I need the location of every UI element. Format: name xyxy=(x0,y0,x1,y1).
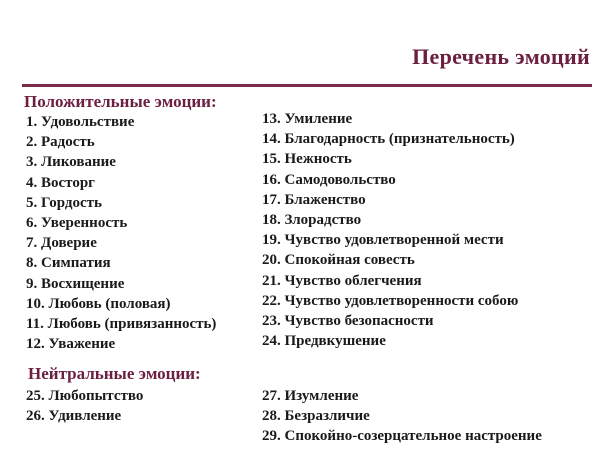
positive-heading: Положительные эмоции: xyxy=(24,92,217,111)
title-divider xyxy=(22,84,592,87)
list-item: 19. Чувство удовлетворенной мести xyxy=(262,232,504,249)
list-item: 17. Блаженство xyxy=(262,191,366,208)
list-item: 25. Любопытство xyxy=(26,388,144,404)
list-item: 8. Симпатия xyxy=(26,255,111,272)
list-item: 15. Нежность xyxy=(262,151,352,168)
list-item: 24. Предвкушение xyxy=(262,333,386,350)
list-item: 28. Безразличие xyxy=(262,408,370,425)
list-item: 12. Уважение xyxy=(26,336,116,353)
list-item: 11. Любовь (привязанность) xyxy=(26,315,217,332)
list-item: 23. Чувство безопасности xyxy=(262,312,434,329)
positive-list-left xyxy=(26,112,216,354)
list-item: 7. Доверие xyxy=(26,235,97,252)
list-item: 18. Злорадство xyxy=(262,211,362,228)
list-item: 29. Спокойно-созерцательное настроение xyxy=(262,428,542,445)
list-item: 6. Уверенность xyxy=(26,214,128,231)
list-item: 20. Спокойная совесть xyxy=(262,252,415,269)
list-item: 9. Восхищение xyxy=(26,275,125,292)
list-item: 14. Благодарность (признательность) xyxy=(262,131,515,148)
list-item: 22. Чувство удовлетворенности собою xyxy=(262,292,519,309)
list-item: 2. Радость xyxy=(26,134,95,151)
list-item: 1. Удовольствие xyxy=(26,114,135,130)
list-item: 16. Самодовольство xyxy=(262,171,396,188)
neutral-list-left xyxy=(26,386,143,426)
page-title: Перечень эмоций xyxy=(412,44,590,69)
list-item: 10. Любовь (половая) xyxy=(26,295,171,312)
list-item: 21. Чувство облегчения xyxy=(262,272,422,289)
list-item: 26. Удивление xyxy=(26,408,122,425)
list-item: 3. Ликование xyxy=(26,154,116,171)
list-item: 27. Изумление xyxy=(262,388,359,404)
positive-list-right xyxy=(262,109,518,351)
list-item: 5. Гордость xyxy=(26,194,102,211)
list-item: 13. Умиление xyxy=(262,111,353,127)
list-item: 4. Восторг xyxy=(26,174,95,191)
neutral-list-right xyxy=(262,386,542,447)
neutral-heading: Нейтральные эмоции: xyxy=(28,364,201,383)
